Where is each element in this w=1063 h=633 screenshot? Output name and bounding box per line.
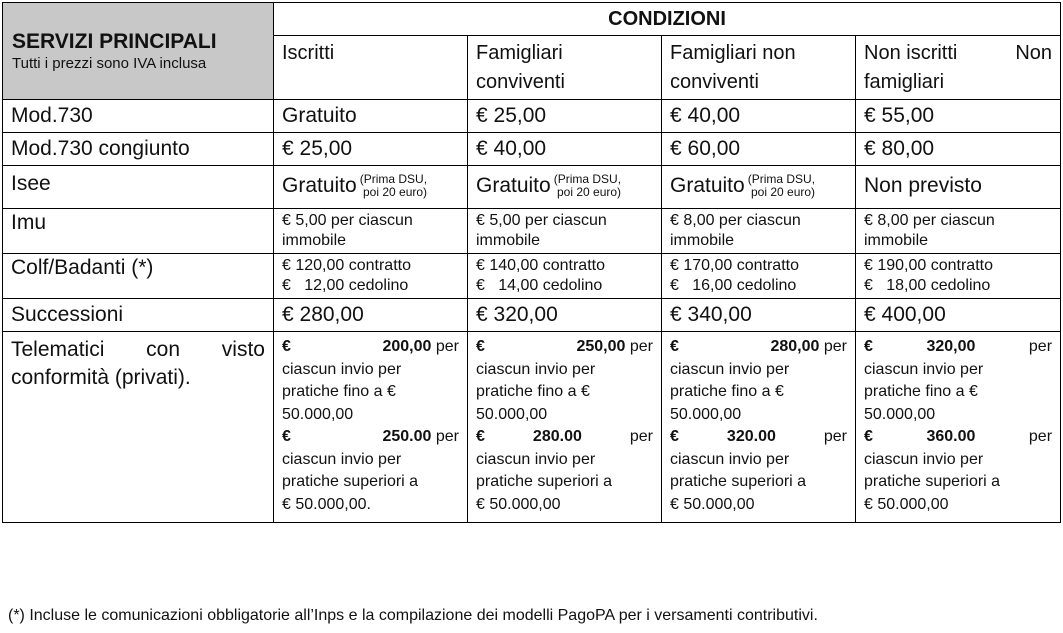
price-line: € 170,00 contratto <box>670 257 799 274</box>
column-header-label: Famigliari <box>476 42 563 64</box>
price-line <box>670 426 847 449</box>
price-note <box>554 173 621 199</box>
price-line: pratiche fino a € <box>864 383 978 400</box>
row-label-word: visto <box>221 338 265 361</box>
price-value: Gratuito <box>670 174 745 198</box>
column-header-label: Non <box>1015 42 1053 64</box>
price-word: per <box>1028 428 1053 445</box>
price-line <box>476 336 653 359</box>
price-cell <box>468 254 662 299</box>
note-line: (Prima DSU, <box>359 172 428 187</box>
row-mod730 <box>3 100 1061 133</box>
price-line: immobile <box>476 232 541 249</box>
price-line: ciascun invio per <box>670 450 790 468</box>
amount: 320,00 <box>926 338 976 355</box>
price-cell <box>856 332 1061 523</box>
row-label-word: con <box>146 338 181 361</box>
header-subtitle: Tutti i prezzi sono IVA inclusa <box>12 54 207 72</box>
price-line <box>282 426 459 449</box>
price-value: Gratuito <box>476 174 551 198</box>
price-line: € 12,00 cedolino <box>282 277 409 294</box>
price-cell <box>274 166 468 209</box>
note-line: poi 20 euro) <box>557 185 622 200</box>
amount: 250.00 <box>382 428 432 445</box>
price-line <box>864 336 1052 359</box>
price-cell <box>662 209 856 254</box>
euro-sign: € <box>864 338 873 355</box>
price-cell <box>662 166 856 209</box>
price-line: 50.000,00 <box>476 405 548 423</box>
price-word: per <box>823 428 847 445</box>
price-line: ciascun invio per <box>864 450 984 468</box>
price-line: ciascun invio per <box>670 360 790 378</box>
price-cell: € 25,00 <box>274 133 468 166</box>
price-cell <box>662 254 856 299</box>
price-cell <box>468 332 662 523</box>
column-header-label: conviventi <box>476 71 565 93</box>
price-line: ciascun invio per <box>282 360 402 378</box>
row-label: Mod.730 congiunto <box>3 133 274 166</box>
price-word: per <box>435 338 459 355</box>
price-word: per <box>435 428 459 445</box>
price-line: pratiche superiori a <box>476 473 613 490</box>
price-line: pratiche fino a € <box>670 383 784 400</box>
note-line: poi 20 euro) <box>751 185 816 200</box>
price-cell: € 25,00 <box>468 100 662 133</box>
price-table <box>2 2 1061 523</box>
price-line <box>476 426 653 449</box>
column-header-label: conviventi <box>670 71 759 93</box>
euro-sign: € <box>670 338 679 355</box>
amount: 280.00 <box>532 428 582 445</box>
row-imu <box>3 209 1061 254</box>
price-cell: € 320,00 <box>468 299 662 332</box>
price-line: pratiche superiori a <box>670 473 807 490</box>
row-label-word: Telematici <box>11 338 105 361</box>
row-mod730-congiunto <box>3 133 1061 166</box>
header-services-cell <box>3 3 274 100</box>
row-isee <box>3 166 1061 209</box>
price-line: € 16,00 cedolino <box>670 277 797 294</box>
price-cell <box>662 332 856 523</box>
column-header-famigliari-conviventi <box>468 36 662 100</box>
euro-sign: € <box>282 428 291 445</box>
price-cell: Gratuito <box>274 100 468 133</box>
price-word: per <box>629 338 653 355</box>
row-label: Successioni <box>3 299 274 332</box>
note-line: poi 20 euro) <box>363 185 428 200</box>
price-line: ciascun invio per <box>864 360 984 378</box>
price-word: per <box>1028 338 1053 355</box>
price-line <box>670 336 847 359</box>
row-colf-badanti <box>3 254 1061 299</box>
price-line: ciascun invio per <box>476 450 596 468</box>
price-cell: € 40,00 <box>468 133 662 166</box>
price-line: 50.000,00 <box>282 405 354 423</box>
price-line: immobile <box>670 232 735 249</box>
price-line: € 8,00 per ciascun <box>864 212 995 229</box>
price-cell: € 55,00 <box>856 100 1061 133</box>
row-telematici <box>3 332 1061 523</box>
price-line: € 18,00 cedolino <box>864 277 991 294</box>
price-line <box>864 426 1052 449</box>
price-line: ciascun invio per <box>476 360 596 378</box>
price-line: € 140,00 contratto <box>476 257 605 274</box>
euro-sign: € <box>476 428 485 445</box>
euro-sign: € <box>864 428 873 445</box>
euro-sign: € <box>670 428 679 445</box>
column-header-line <box>864 39 1052 68</box>
amount: 360.00 <box>926 428 976 445</box>
price-line: € 5,00 per ciascun <box>476 212 607 229</box>
column-header-label: Non iscritti <box>864 42 958 64</box>
euro-sign: € <box>476 338 485 355</box>
note-line: (Prima DSU, <box>553 172 622 187</box>
row-label: Mod.730 <box>3 100 274 133</box>
row-label: Imu <box>3 209 274 254</box>
column-header-famigliari-non-conviventi <box>662 36 856 100</box>
price-word: per <box>823 338 847 355</box>
price-cell <box>274 209 468 254</box>
price-line: € 50.000,00. <box>282 495 371 513</box>
price-cell <box>468 166 662 209</box>
price-line: immobile <box>864 232 929 249</box>
header-title: SERVIZI PRINCIPALI <box>12 29 217 53</box>
conditions-header: CONDIZIONI <box>274 3 1061 36</box>
price-cell: € 280,00 <box>274 299 468 332</box>
price-cell <box>856 254 1061 299</box>
row-label: Colf/Badanti (*) <box>3 254 274 299</box>
price-line: € 14,00 cedolino <box>476 277 603 294</box>
price-cell <box>274 332 468 523</box>
price-cell <box>468 209 662 254</box>
price-line: pratiche fino a € <box>282 383 396 400</box>
price-note <box>360 173 427 199</box>
price-line: ciascun invio per <box>282 450 402 468</box>
price-table-container <box>2 2 1060 523</box>
price-line: € 50.000,00 <box>864 495 949 513</box>
euro-sign: € <box>282 338 291 355</box>
price-cell: € 400,00 <box>856 299 1061 332</box>
price-line: € 50.000,00 <box>476 495 561 513</box>
price-line <box>282 336 459 359</box>
column-header-iscritti <box>274 36 468 100</box>
price-line: 50.000,00 <box>670 405 742 423</box>
column-header-label: famigliari <box>864 71 945 93</box>
price-cell: € 40,00 <box>662 100 856 133</box>
price-cell: Non previsto <box>856 166 1061 209</box>
price-cell: € 60,00 <box>662 133 856 166</box>
row-successioni <box>3 299 1061 332</box>
header-row-1 <box>3 3 1061 36</box>
price-line: immobile <box>282 232 347 249</box>
amount: 320.00 <box>726 428 776 445</box>
price-value: Gratuito <box>282 174 357 198</box>
price-line: € 120,00 contratto <box>282 257 411 274</box>
row-label-line: conformità (privati). <box>11 366 191 389</box>
row-label: Isee <box>3 166 274 209</box>
amount: 280,00 <box>770 338 820 355</box>
price-cell <box>274 254 468 299</box>
price-line: pratiche superiori a <box>282 473 419 490</box>
note-line: (Prima DSU, <box>747 172 816 187</box>
price-word: per <box>629 428 653 445</box>
column-header-label: Iscritti <box>282 42 335 64</box>
price-line: pratiche fino a € <box>476 383 590 400</box>
amount: 200,00 <box>382 338 432 355</box>
price-cell <box>856 209 1061 254</box>
price-line: 50.000,00 <box>864 405 936 423</box>
price-line: € 190,00 contratto <box>864 257 993 274</box>
row-label-line <box>11 336 265 364</box>
price-cell: € 340,00 <box>662 299 856 332</box>
price-note <box>748 173 815 199</box>
price-line: € 5,00 per ciascun <box>282 212 413 229</box>
row-label <box>3 332 274 523</box>
price-line: € 50.000,00 <box>670 495 755 513</box>
price-cell: € 80,00 <box>856 133 1061 166</box>
price-line: € 8,00 per ciascun <box>670 212 801 229</box>
footnote: (*) Incluse le comunicazioni obbligatorie all’Inps e la compilazione dei modelli PagoPA per i versamenti contributivi. <box>8 607 818 624</box>
amount: 250,00 <box>576 338 626 355</box>
price-line: pratiche superiori a <box>864 473 1001 490</box>
column-header-label: Famigliari non <box>670 42 796 64</box>
column-header-non-iscritti <box>856 36 1061 100</box>
